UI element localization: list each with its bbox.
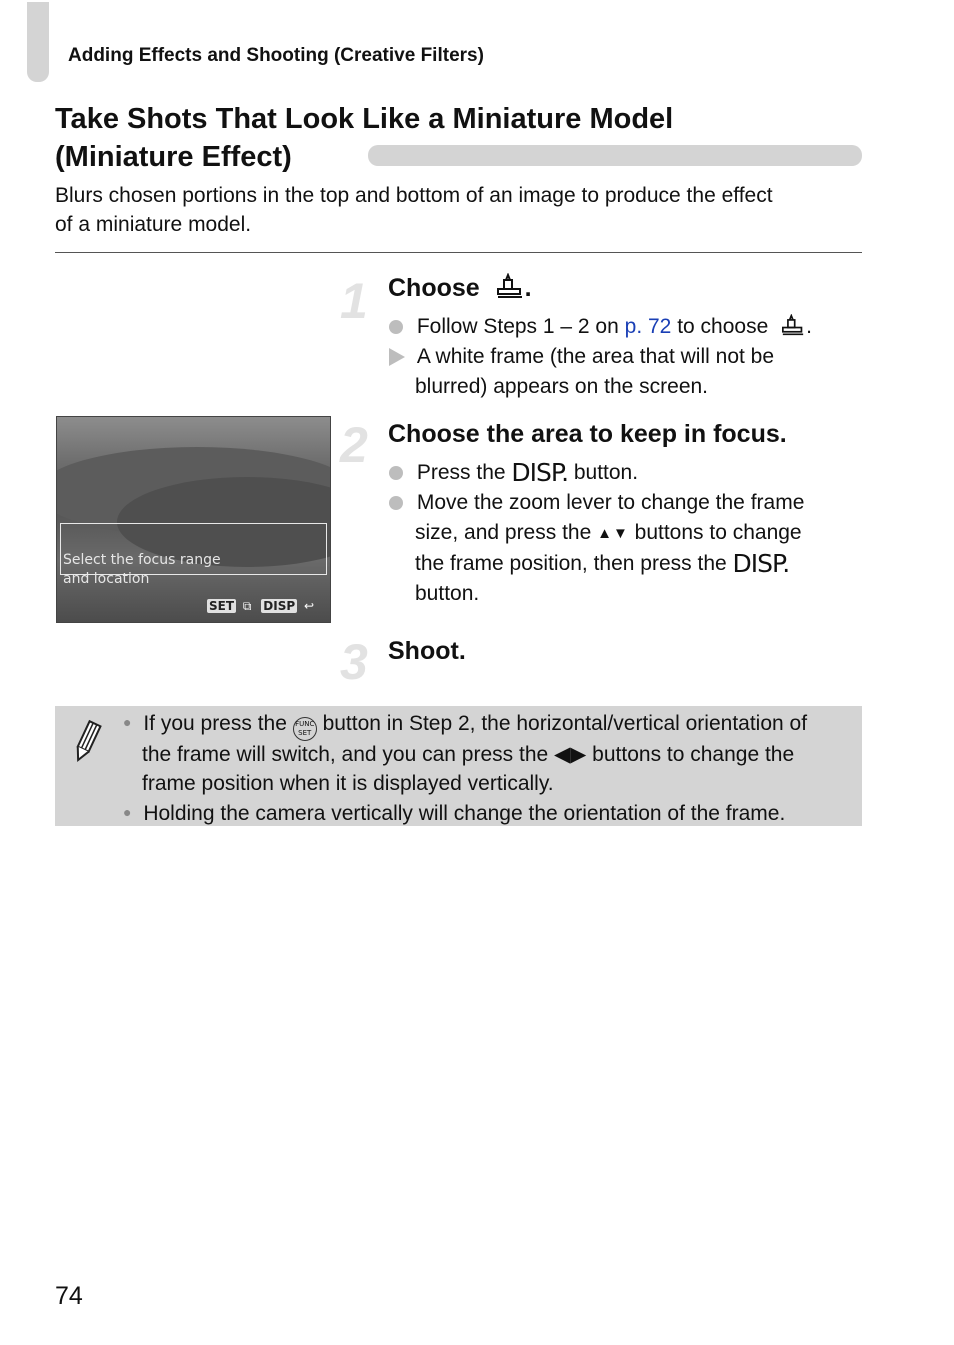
step-1-line-2: A white frame (the area that will not be [389,342,812,372]
note-bullet-2: ● Holding the camera vertically will change the orientation of the frame. [123,802,786,825]
note-content [123,708,807,829]
intro-line2: of a miniature model. [55,213,252,236]
note-bullet-1-line-1: ● If you press the FUNC SET button in Step 2, the horizontal/vertical orientation of [123,708,807,741]
disp-button-icon: DISP. [511,458,569,487]
set-button-label: SET [209,599,235,613]
step-2-line-2: Move the zoom lever to change the frame [389,488,804,518]
return-icon: ↩ [303,599,315,613]
bullet-dot-icon [389,496,403,510]
page-link[interactable]: p. 72 [624,315,672,338]
step-2-line-5: button. [415,582,480,605]
step-number-3: 3 [340,634,368,690]
bullet-dot-icon: ● [123,804,132,820]
step-2-line-1: Press the DISP. button. [389,458,804,488]
camera-screen-image [56,416,331,623]
page-number: 74 [55,1282,83,1310]
page-title-line2: (Miniature Effect) [55,141,292,173]
bullet-dot-icon [389,466,403,480]
pencil-icon [69,718,105,764]
note-bullet-1-line-3: frame position when it is displayed vertically. [142,771,554,795]
step-1-line-1: Follow Steps 1 – 2 on p. 72 to choose . [389,312,812,342]
step-1-heading [388,272,532,304]
step-2-line-4: the frame position, then press the DISP. [415,549,790,578]
step-1-heading-text: Choose [388,274,480,302]
step-2-body [389,458,804,609]
intro-line1: Blurs chosen portions in the top and bottom of an image to produce the effect [55,184,773,207]
section-title: Adding Effects and Shooting (Creative Filters) [68,45,484,66]
step-number-1: 1 [340,273,368,329]
miniature-mode-icon [780,314,806,336]
step-1-line-3: blurred) appears on the screen. [415,375,709,398]
step-2-line-3: size, and press the ▲▼ buttons to change [415,521,802,544]
miniature-mode-icon [495,273,525,299]
bullet-dot-icon [389,320,403,334]
step-number-2: 2 [340,417,368,473]
note-box [55,706,862,826]
disp-button-label: DISP [263,599,296,613]
screen-button-bar [207,599,314,614]
note-bullet-1-line-2: the frame will switch, and you can press the ◀▶ buttons to change the [142,743,795,766]
intro-paragraph [55,181,865,239]
step-3-heading: Shoot. [388,637,466,665]
step-1-body [389,312,812,402]
divider [55,252,862,253]
step-2-heading: Choose the area to keep in focus. [388,420,787,448]
step-1-heading-period: . [524,274,532,302]
result-arrow-icon [389,348,405,366]
left-right-arrows-icon: ◀▶ [554,743,587,766]
screen-overlay-text: Select the focus range and location [63,552,221,587]
frame-rotate-icon: ⧉ [242,599,252,613]
func-set-button-icon: FUNC SET [293,717,317,741]
up-down-arrows-icon: ▲▼ [597,525,629,542]
bullet-dot-icon: ● [123,714,132,730]
page-title-line1: Take Shots That Look Like a Miniature Model [55,103,674,135]
section-tab-bar [27,2,49,82]
disp-button-icon: DISP. [732,549,790,578]
title-decoration-bar [368,145,862,166]
